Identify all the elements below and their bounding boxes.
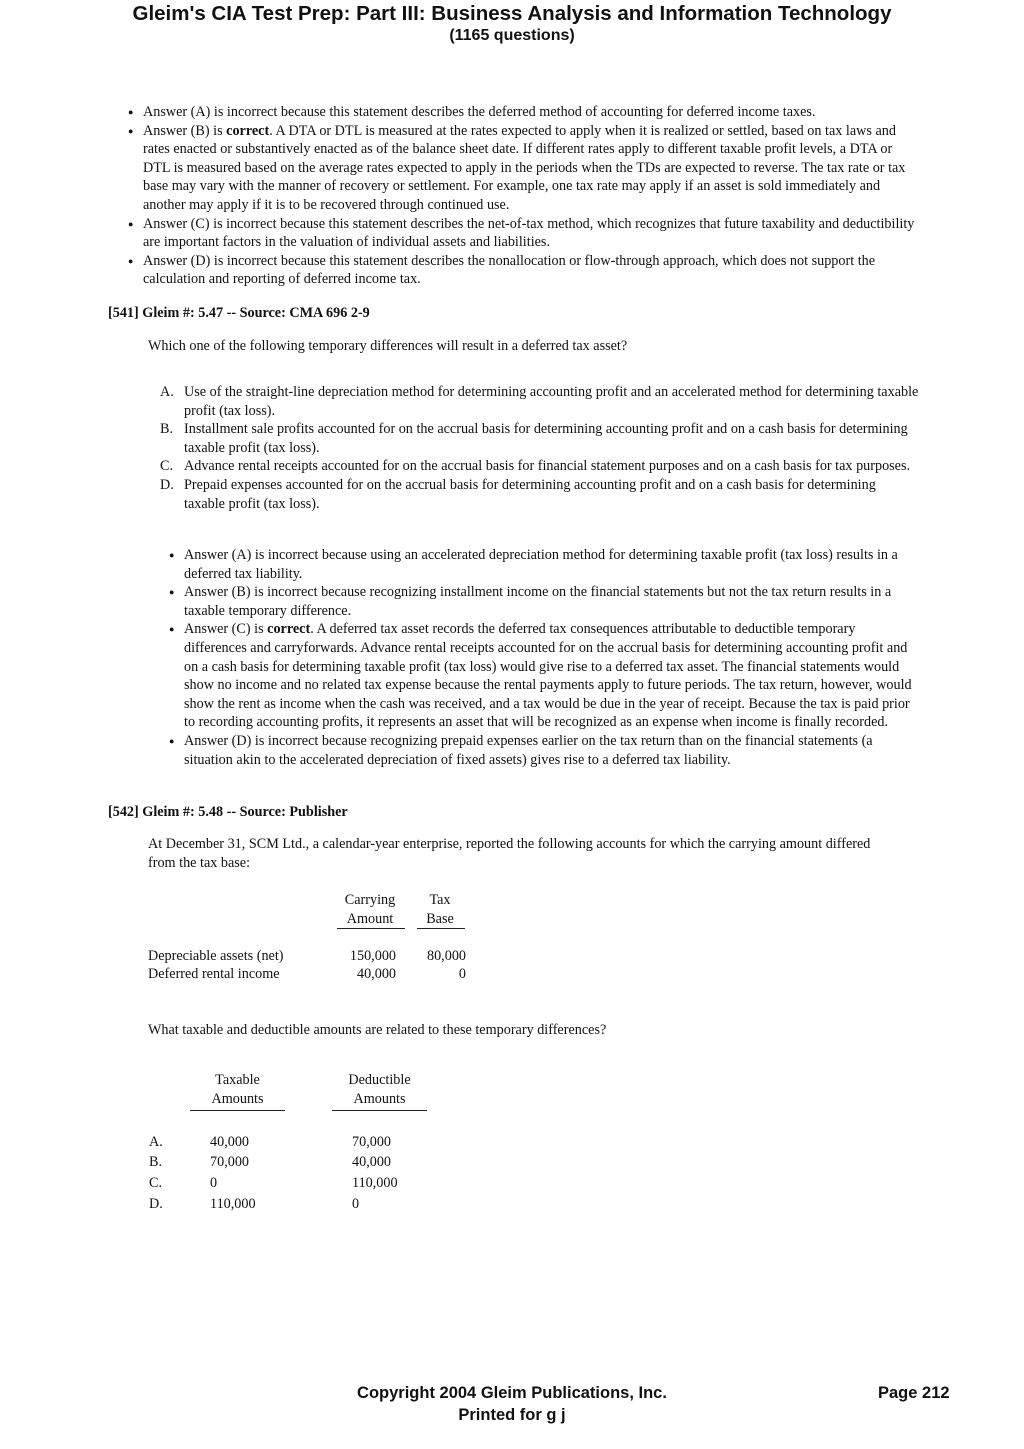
option-c: C. Advance rental receipts accounted for on the accrual basis for financial statement purposes and on a cash basis for tax purposes. (160, 458, 911, 475)
footer-printed-for: Printed for g j (458, 1406, 566, 1424)
taxable-amount: 40,000 (210, 1134, 250, 1150)
taxable-amount: 0 (210, 1175, 218, 1191)
carrying-value: 40,000 (356, 966, 396, 982)
answer-explanation: ● Answer (D) is incorrect because recognizing prepaid expenses earlier on the tax return than on the financial statements (a situation akin to the accelerated depreciation of fixed assets) gives rise to a deferred tax liability. (166, 732, 916, 769)
col-header-carrying: Carrying Amount (344, 892, 396, 927)
col-underline (417, 928, 465, 929)
option-letter: C. (149, 1175, 163, 1191)
footer-copyright: Copyright 2004 Gleim Publications, Inc. (357, 1384, 667, 1402)
col-header-tax-base: Tax Base (426, 892, 454, 927)
option-letter: A. (149, 1134, 163, 1150)
question-541-heading: [541] Gleim #: 5.47 -- Source: CMA 696 2-9 (108, 305, 370, 321)
row-label: Deferred rental income (148, 966, 280, 982)
deductible-amount: 40,000 (352, 1154, 392, 1170)
col-header-deductible: Deductible Amounts (348, 1072, 411, 1107)
option-letter: B. (149, 1154, 163, 1170)
option-a: A. Use of the straight-line depreciation method for determining accounting profit and an accelerated method for determining taxable profit (tax loss). (160, 384, 919, 419)
col-underline (337, 928, 405, 929)
previous-answer-explanations (125, 103, 920, 289)
correct-label: correct (267, 621, 311, 638)
taxable-amount: 110,000 (210, 1196, 256, 1212)
page-header-title: Gleim's CIA Test Prep: Part III: Business Analysis and Information Technology (132, 2, 892, 25)
tax-base-value: 0 (458, 966, 466, 982)
deductible-amount: 70,000 (352, 1134, 392, 1150)
correct-label: correct (226, 122, 270, 139)
question-541-text: Which one of the following temporary differences will result in a deferred tax asset? (148, 338, 628, 354)
question-541-options (148, 383, 920, 513)
option-letter: D. (149, 1196, 163, 1212)
question-541-explanations (166, 546, 916, 769)
question-542-text: What taxable and deductible amounts are related to these temporary differences? (148, 1022, 607, 1038)
answer-explanation: ● Answer (A) is incorrect because using an accelerated depreciation method for determining taxable profit (tax loss) results in a deferred tax liability. (166, 546, 916, 583)
carrying-value: 150,000 (349, 948, 396, 964)
deductible-amount: 0 (352, 1196, 360, 1212)
answer-explanation: ● Answer (C) is correct. A deferred tax asset records the deferred tax consequences attributable to deductible temporary differences and carryforwards. Advance rental receipts accounted for on the accrual basis for determining accounting profit and on a cash basis for determining taxable profit (tax loss) would give rise to a deferred tax asset. The financial statements would show no income and no related tax expense because the rental payments apply to future periods. The tax return, however, would show the rent as income when the cash was received, and a tax would be due in the year of receipt. Because the tax is paid prior to recording accounting profits, it represents an asset that will be recognized as an expense when income is finally recorded. (166, 620, 916, 732)
deductible-amount: 110,000 (352, 1175, 398, 1191)
answer-explanation: ● Answer (D) is incorrect because this statement describes the nonallocation or flow-through approach, which does not support the calculation and reporting of deferred income tax. (125, 252, 920, 289)
col-header-taxable: Taxable Amounts (211, 1072, 264, 1107)
row-label: Depreciable assets (net) (148, 948, 284, 964)
question-542-heading: [542] Gleim #: 5.48 -- Source: Publisher (108, 804, 348, 820)
col-underline (332, 1110, 427, 1111)
answer-explanation: ● Answer (A) is incorrect because this statement describes the deferred method of accounting for deferred income taxes. (125, 103, 920, 122)
tax-base-value: 80,000 (426, 948, 466, 964)
option-b: B. Installment sale profits accounted for on the accrual basis for determining accounting profit and on a cash basis for determining taxable profit (tax loss). (160, 421, 908, 456)
page-number: Page 212 (878, 1384, 950, 1402)
taxable-amount: 70,000 (210, 1154, 250, 1170)
col-underline (190, 1110, 285, 1111)
answer-explanation: ● Answer (B) is correct. A DTA or DTL is measured at the rates expected to apply when it is realized or settled, based on tax laws and rates enacted or substantively enacted as of the balance sheet date. If different rates apply to different taxable profit levels, a DTA or DTL is measured based on the average rates expected to apply in the periods when the TDs are expected to reverse. The tax rate or tax base may vary with the manner of recovery or settlement. For example, one tax rate may apply if an asset is sold immediately and another may apply if it is to be recovered through continued use. (125, 122, 920, 215)
answer-explanation: ● Answer (C) is incorrect because this statement describes the net-of-tax method, which recognizes that future taxability and deductibility are important factors in the valuation of individual assets and liabilities. (125, 215, 920, 252)
question-542-intro: At December 31, SCM Ltd., a calendar-year enterprise, reported the following accounts for which the carrying amount differed from the tax base: (148, 836, 871, 871)
answer-explanation: ● Answer (B) is incorrect because recognizing installment income on the financial statements but not the tax return results in a taxable temporary difference. (166, 583, 916, 620)
page-header-subtitle: (1165 questions) (449, 27, 575, 44)
option-d: D. Prepaid expenses accounted for on the accrual basis for determining accounting profit and on a cash basis for determining taxable profit (tax loss). (160, 476, 876, 512)
